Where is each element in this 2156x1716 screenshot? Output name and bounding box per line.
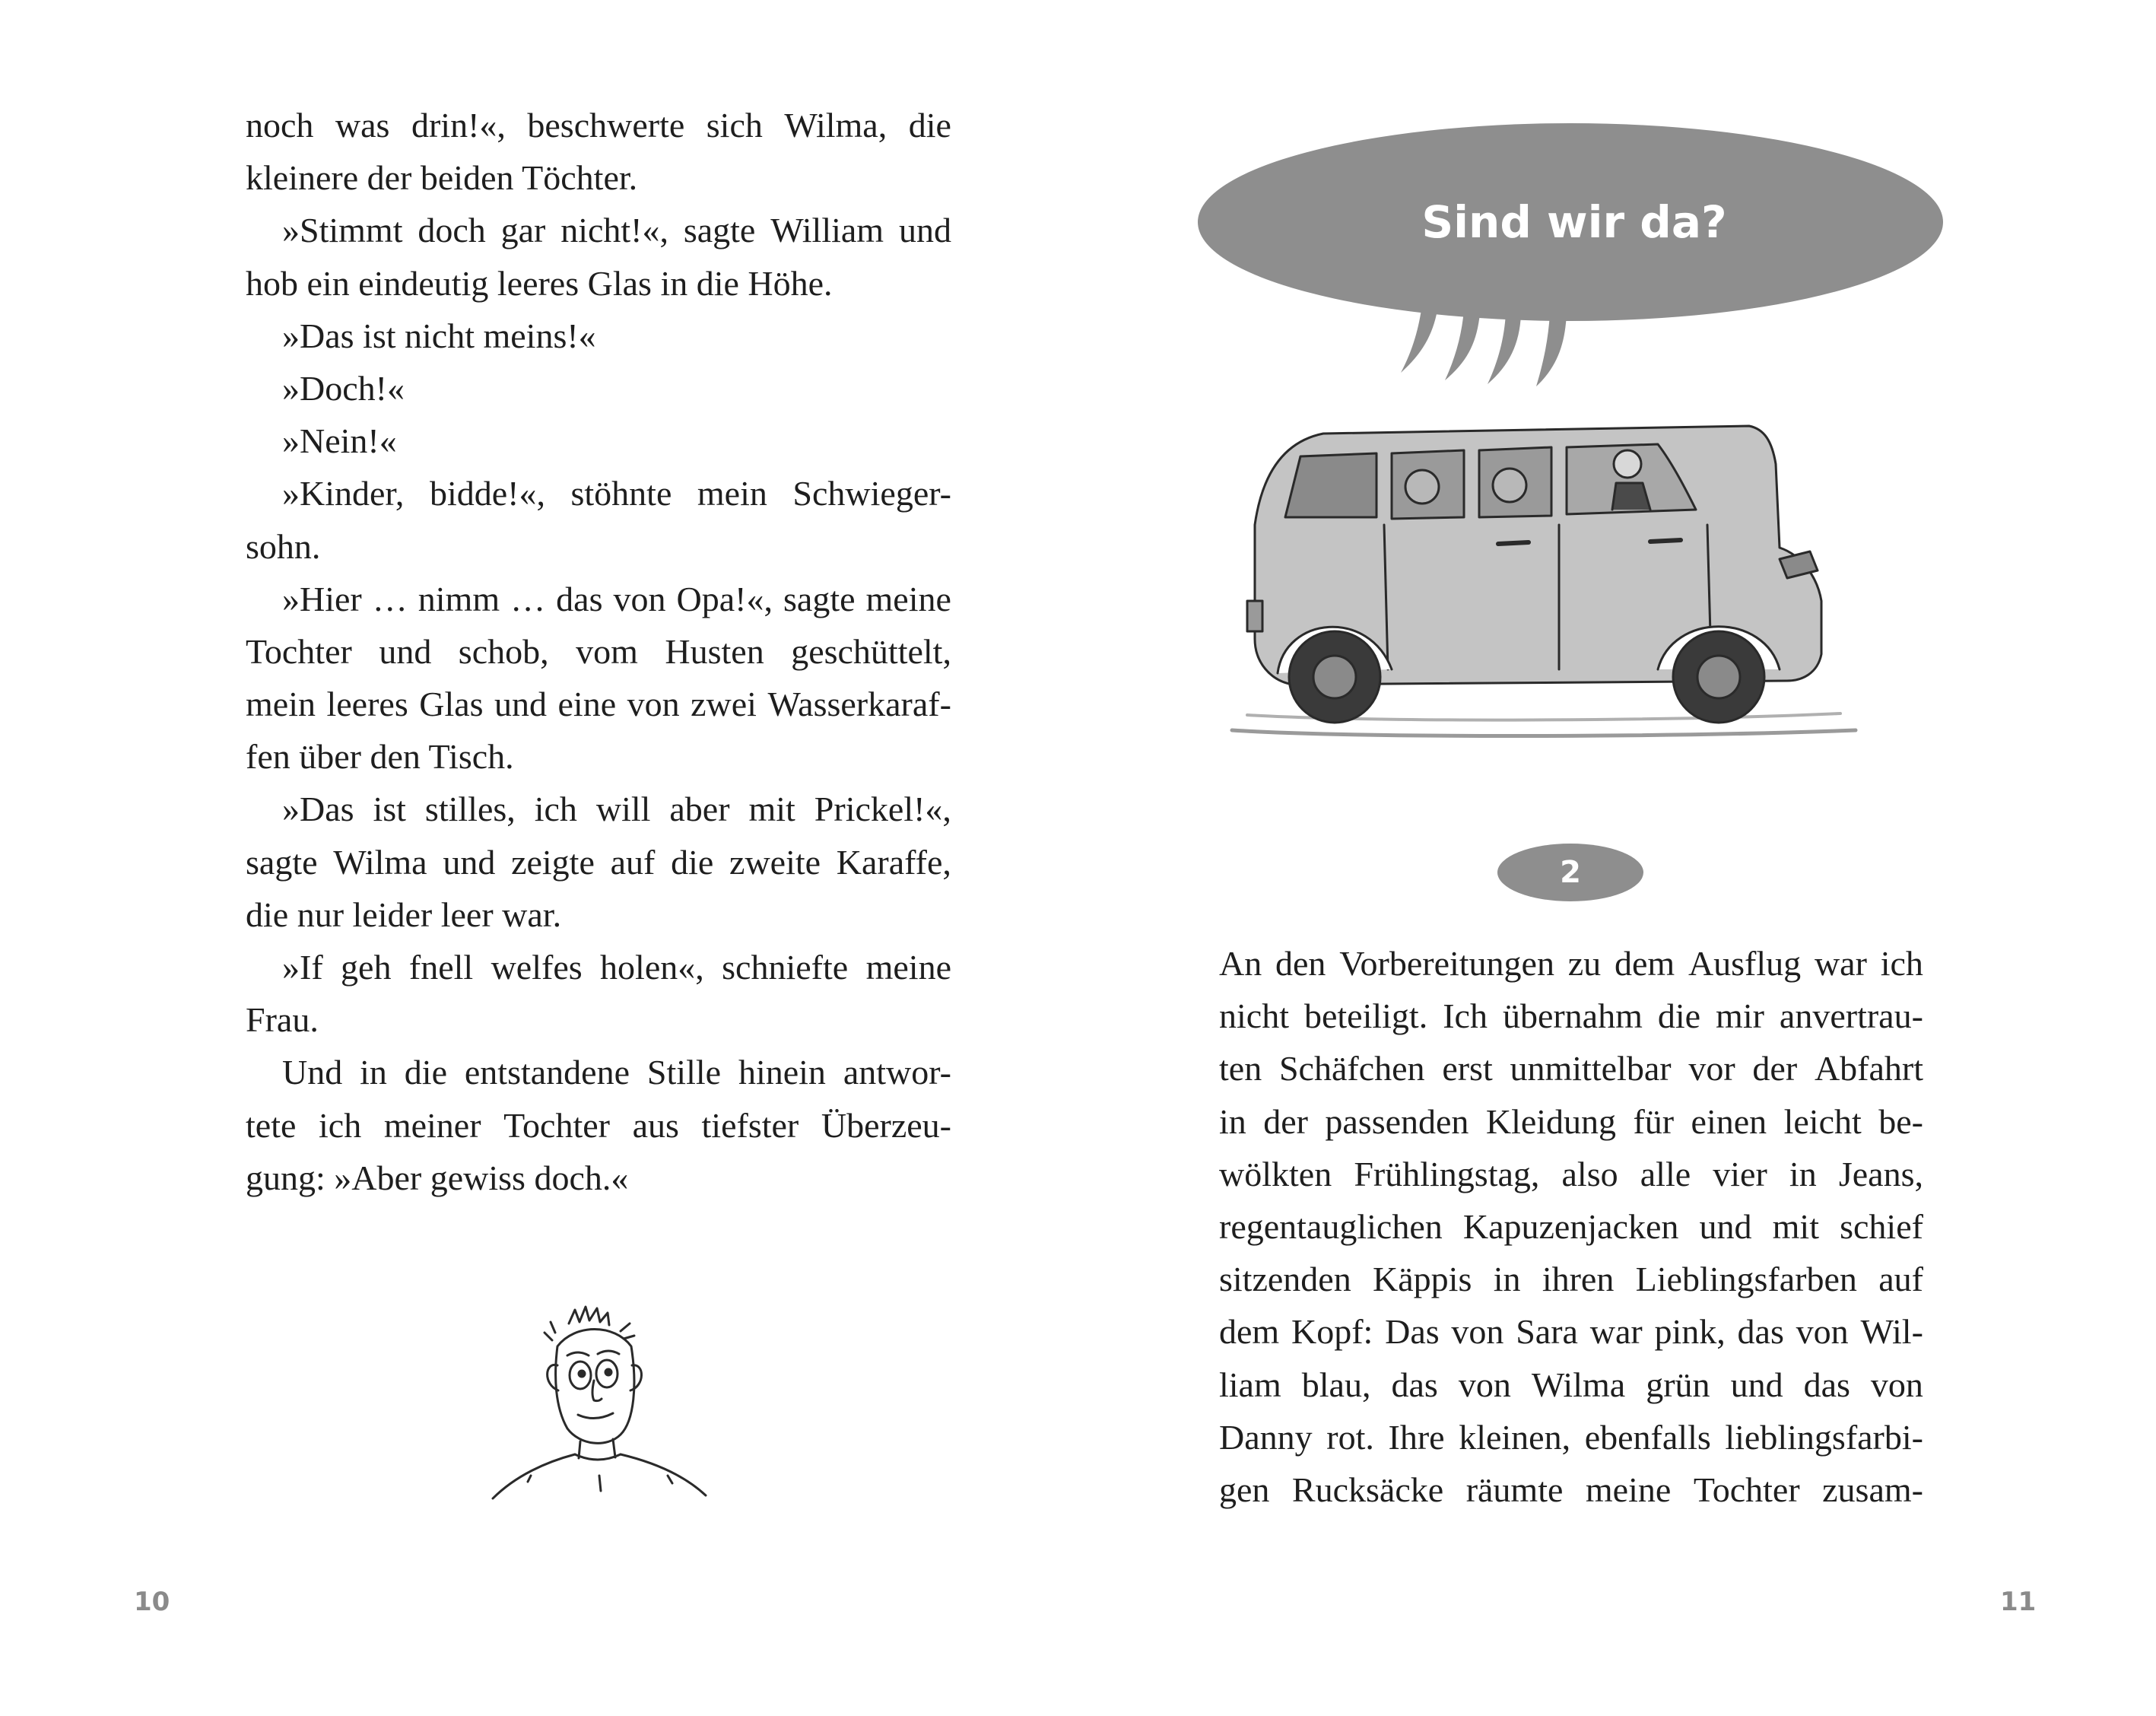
text-line: »Stimmt doch gar nicht!«, sagte William und — [282, 211, 951, 250]
page-number-right: 11 — [2000, 1587, 2037, 1617]
text-line: regentauglichen Kapuzenjacken und mit schief — [1219, 1206, 1923, 1246]
left-page-body-text — [246, 99, 951, 1204]
text-line: gung: »Aber gewiss doch.« — [246, 1158, 629, 1197]
right-page-body-text — [1219, 937, 1923, 1516]
text-line: Und in die entstandene Stille hinein antwor- — [282, 1053, 951, 1092]
text-line: Tochter und schob, vom Husten geschüttelt, — [246, 631, 951, 671]
text-line: Frau. — [246, 1000, 319, 1040]
text-line: noch was drin!«, beschwerte sich Wilma, die — [246, 106, 951, 145]
speech-bubble-text: Sind wir da? — [1421, 196, 1727, 248]
text-line: die nur leider leer war. — [246, 895, 562, 934]
text-line: fen über den Tisch. — [246, 737, 514, 777]
speech-bubble — [1194, 122, 1954, 418]
text-line: nicht beteiligt. Ich übernahm die mir anvertrau- — [1219, 996, 1923, 1036]
text-line: »Hier … nimm … das von Opa!«, sagte meine — [282, 579, 951, 618]
text-line: »Kinder, bidde!«, stöhnte mein Schwieger- — [282, 474, 951, 513]
text-line: mein leeres Glas und eine von zwei Wasserkaraf- — [246, 685, 951, 724]
text-line: »Das ist stilles, ich will aber mit Prickel!«, — [282, 790, 951, 829]
text-line: in der passenden Kleidung für einen leicht be- — [1219, 1101, 1923, 1141]
text-line: Danny rot. Ihre kleinen, ebenfalls lieblingsfarbi- — [1219, 1417, 1923, 1457]
text-line: »Nein!« — [282, 421, 397, 461]
text-line: kleinere der beiden Töchter. — [246, 158, 638, 198]
van-illustration — [1202, 411, 1886, 761]
text-line: tete ich meiner Tochter aus tiefster Überzeu- — [246, 1105, 951, 1145]
text-line: »Doch!« — [282, 368, 405, 408]
text-line: »If geh fnell welfes holen«, schniefte meine — [282, 948, 951, 987]
text-line: sitzenden Käppis in ihren Lieblingsfarben auf — [1219, 1260, 1923, 1299]
text-line: dem Kopf: Das von Sara war pink, das von Wil- — [1219, 1312, 1923, 1352]
text-line: gen Rucksäcke räumte meine Tochter zusam- — [1219, 1470, 1923, 1509]
text-line: »Das ist nicht meins!« — [282, 316, 596, 355]
text-line: An den Vorbereitungen zu dem Ausflug war ich — [1219, 944, 1923, 983]
text-line: sagte Wilma und zeigte auf die zweite Karaffe, — [246, 842, 951, 882]
page-number-left: 10 — [134, 1587, 170, 1617]
text-line: liam blau, das von Wilma grün und das von — [1219, 1365, 1923, 1404]
text-line: ten Schäfchen erst unmittelbar vor der Abfahrt — [1219, 1049, 1923, 1088]
chapter-number: 2 — [1560, 855, 1581, 890]
text-line: hob ein eindeutig leeres Glas in die Höhe. — [246, 263, 833, 303]
text-line: sohn. — [246, 526, 321, 566]
text-line: wölkten Frühlingstag, also alle vier in Jeans, — [1219, 1154, 1923, 1193]
grandpa-face-illustration — [485, 1293, 713, 1514]
